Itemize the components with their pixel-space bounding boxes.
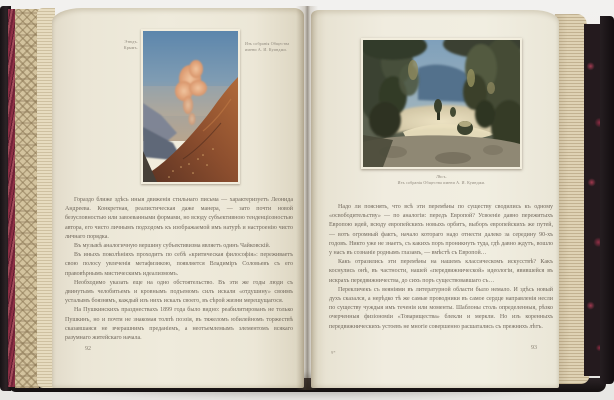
paragraph: Надо ли пояснять, что всѣ эти перемѣны по существу сводились къ одному «освободительству» — по аналогіи: передъ Европой? Усвоеніе давно пережитыхъ Европою идей, всюду европейскихъ новыхъ орбитъ, выборъ европейскихъ же путей, — вотъ огромный фактъ, начало котораго надо отнести далеко за середину 90-хъ годовъ. Никто уже не знаетъ, съ какихъ поръ проникнуть туда, гдѣ давно ждутъ, вошло у насъ въ сознаніе роднымъ глазамъ, — вмѣстѣ съ Европой… — [329, 204, 553, 257]
book-gutter — [296, 6, 318, 390]
signature-mark: 9* — [331, 350, 336, 355]
caption-line: имени А. И. Куинджи. — [245, 46, 288, 52]
left-page-text-block — [65, 196, 293, 343]
paragraph: Въ музыкѣ аналогичную вершину субъективизма являетъ одинъ Чайковскій. — [74, 243, 271, 250]
paragraph: Гораздо ближе здѣсь иныя движенія стильнаго письма — характеризуетъ Леонида Андреева. Конкретная, реалистическая даже манера, — зато почти новой безусловностью или завоеванными формами, но всюду субъективною тенденціозностью автора, его чисто личнымъ подходомъ къ изображаемой имъ натурѣ и настроенію чисто личнаго порядка. — [65, 197, 293, 240]
paragraph: Необходимо указать еще на одно обстоятельство. Въ эти же годы люди съ двинутымъ челобитьемъ и кровнымъ подъемомъ силъ искали «отдушину» своимъ усталымъ боязнямъ, каждый изъ нихъ искалъ своего, въ сѣрой жизни мерещущагося. — [65, 279, 293, 305]
right-plate-painting-forest — [363, 40, 520, 167]
right-page — [311, 10, 559, 388]
left-damask-endpaper — [15, 9, 39, 388]
paragraph: Перекличекъ съ веяніями въ литературной области было немало. И здѣсь новый духъ сказался, а нерѣдко тѣ же самые проводники въ самое сердце направленія несли по существу чуждыя имъ теченія или моменты. Шаблоны столь определенныя, рѣзко очерченныя физіономіи «Товарищества» блекли и меркли. Но изъ коренныхъ передвижническихъ устоевъ не многіе совершенно расшатались съ прежнихъ лѣтъ. — [329, 286, 553, 330]
caption-line: Изъ собранія Общества — [245, 41, 290, 46]
book-cover-right-edge — [600, 16, 614, 384]
left-plate-title-caption — [88, 39, 138, 50]
left-plate-painting-mountain-cloud — [143, 31, 238, 182]
right-page-text-block — [329, 203, 553, 332]
right-page-number: 93 — [531, 345, 537, 351]
caption-line: Изъ собранія Общества имени А. И. Куинджи. — [397, 179, 486, 185]
left-page-number: 92 — [85, 346, 91, 352]
caption-line: Крымъ. — [123, 44, 138, 50]
paragraph: Какъ отразились эти перемѣны на нашемъ классическомъ искусствѣ? Какъ коснулись онѣ, въ частности, нашей «передвижнической» идеологіи, явившейся въ искрахъ передвижничества, до сихъ поръ существовавшаго съ… — [329, 259, 553, 284]
right-plate-mounted-print — [361, 38, 522, 169]
left-plate-mounted-print — [141, 29, 240, 184]
right-plate-caption — [339, 174, 544, 185]
paragraph: Въ иныхъ поколѣніяхъ проходитъ по себѣ «критическая философія»: переживаетъ свою полосу увлеченія метафизикою, появляется Владиміръ Соловьевъ съ его правовѣрнымъ мистическимъ идеализмомъ. — [65, 252, 293, 277]
left-page — [52, 8, 304, 388]
caption-line: Этюдъ. — [124, 39, 138, 44]
caption-line: Лѣсъ. — [436, 174, 447, 179]
paragraph: На Пушкинскихъ празднествахъ 1899 года было видно: реабилитированъ не только Пушкинъ, но и почти не знакомая толпѣ поэзія, въ тяжеломъ юбилейномъ торжествѣ сказавшаяся не вчерашнимъ преданіемъ, а неотъемлемымъ элементомъ всякаго разумнаго житейскаго начала. — [65, 307, 293, 342]
